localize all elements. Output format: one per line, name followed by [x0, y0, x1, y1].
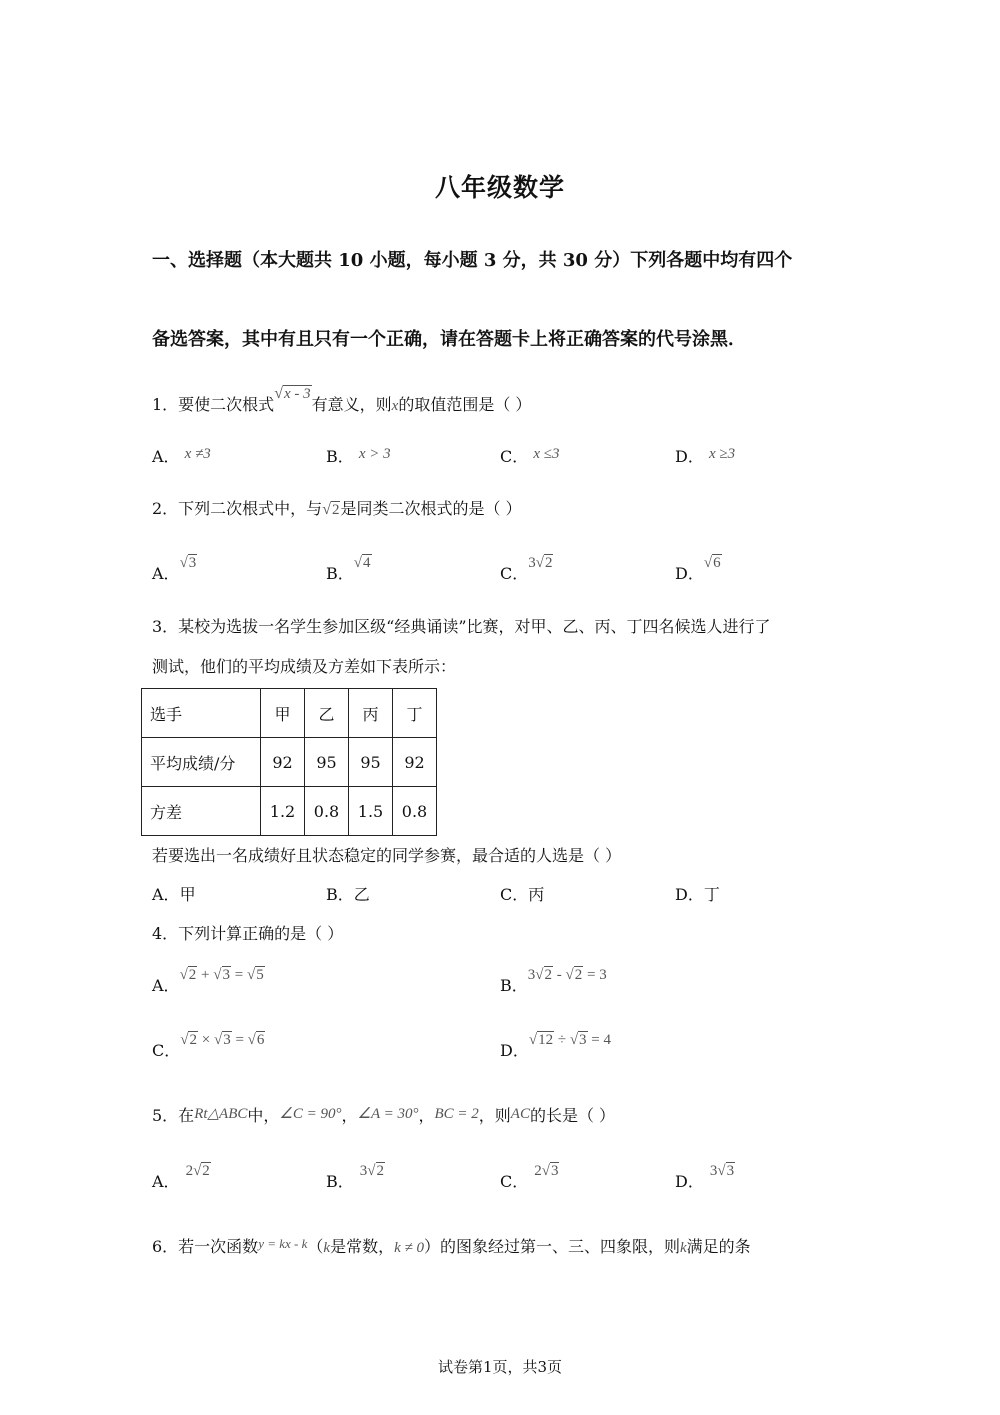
question-5: 5．在Rt△ABC中，∠C = 90°，∠A = 30°，BC = 2，则AC的长是（ ） — [152, 1106, 616, 1125]
section-heading-line2: 备选答案，其中有且只有一个正确，请在答题卡上将正确答案的代号涂黑． — [152, 329, 746, 350]
table-row — [142, 787, 437, 836]
sqrt-icon: √ — [541, 1163, 550, 1179]
table-cell: 95 — [305, 738, 349, 787]
question-3-line2: 测试，他们的平均成绩及方差如下表所示： — [152, 657, 457, 676]
q4-option-a[interactable]: A．√2 + √3 = √5 — [152, 967, 264, 995]
q5-option-d[interactable]: D．3√3 — [675, 1163, 735, 1191]
q5-option-a[interactable]: A．2√2 — [152, 1163, 210, 1191]
scores-table — [141, 688, 437, 836]
table-cell: 选手 — [142, 689, 261, 738]
table-cell: 0.8 — [393, 787, 437, 836]
table-cell: 0.8 — [305, 787, 349, 836]
sqrt-icon: √ — [367, 1163, 376, 1179]
table-cell: 95 — [349, 738, 393, 787]
q5-option-c[interactable]: C．2√3 — [500, 1163, 559, 1191]
question-3-line1: 3．某校为选拔一名学生参加区级“经典诵读”比赛，对甲、乙、丙、丁四名候选人进行了 — [152, 617, 771, 636]
table-cell: 1.2 — [261, 787, 305, 836]
q2-option-b[interactable]: B．√4 — [326, 555, 371, 583]
table-cell: 平均成绩/分 — [142, 738, 261, 787]
q4-option-c[interactable]: C．√2 × √3 = √6 — [152, 1032, 265, 1060]
q1-option-d-math: x ≥3 — [708, 446, 736, 462]
table-cell: 甲 — [261, 689, 305, 738]
sqrt-icon: √ — [193, 1163, 202, 1179]
sqrt-icon: √ — [274, 385, 283, 402]
sqrt-icon: √ — [213, 1032, 223, 1048]
q2-option-d[interactable]: D．√6 — [675, 555, 721, 583]
sqrt-icon: √ — [213, 967, 222, 983]
table-cell: 丁 — [393, 689, 437, 738]
table-row — [142, 738, 437, 787]
question-6: 6．若一次函数$^{y = kx - k}$（k是常数，k ≠ 0）的图象经过第一、三、四象限，则k满足的条 — [152, 1236, 751, 1256]
q1-option-c-math: x ≤3 — [533, 446, 560, 462]
table-cell: 92 — [393, 738, 437, 787]
q3-option-b[interactable]: B．乙 — [326, 885, 370, 904]
table-cell: 92 — [261, 738, 305, 787]
q2-option-c[interactable]: C．3√2 — [500, 555, 553, 583]
q1-option-c[interactable]: C． x ≤3 — [500, 446, 560, 466]
sqrt-icon: √ — [322, 501, 331, 518]
section-heading-line1: 一、选择题（本大题共 10 小题，每小题 3 分，共 30 分）下列各题中均有四个 — [152, 250, 793, 271]
table-cell: 方差 — [142, 787, 261, 836]
q1-prefix: 1．要使二次根式 — [152, 395, 275, 414]
sqrt-icon: √ — [246, 967, 256, 983]
sqrt-icon: √ — [565, 967, 574, 983]
q1-option-d[interactable]: D． x ≥3 — [675, 446, 736, 466]
sqrt-icon: √ — [717, 1163, 726, 1179]
question-2: 2．下列二次根式中，与√2是同类二次根式的是（ ） — [152, 499, 522, 518]
table-row — [142, 689, 437, 738]
q4-option-b[interactable]: B．3√2 - √2 = 3 — [500, 967, 607, 995]
question-4: 4．下列计算正确的是（ ） — [152, 924, 344, 943]
q1-post: 的取值范围是（ ） — [398, 395, 532, 414]
q3-option-c[interactable]: C．丙 — [500, 885, 545, 904]
sqrt-icon: √ — [535, 555, 544, 571]
q5-option-b[interactable]: B．3√2 — [326, 1163, 384, 1191]
sqrt-icon: √ — [535, 967, 544, 983]
table-cell: 1.5 — [349, 787, 393, 836]
page-footer: 试卷第1页，共3页 — [437, 1358, 563, 1376]
q1-option-b[interactable]: B． x > 3 — [326, 446, 391, 466]
sqrt-icon: √ — [569, 1032, 579, 1048]
q1-option-a[interactable]: A． x ≠3 — [152, 446, 211, 466]
q3-option-a[interactable]: A．甲 — [152, 885, 196, 904]
sqrt-icon: √ — [179, 555, 188, 571]
page-title: 八年级数学 — [434, 173, 565, 202]
table-cell: 丙 — [349, 689, 393, 738]
sqrt-icon: √ — [703, 555, 713, 571]
q3-option-d[interactable]: D．丁 — [675, 885, 720, 904]
sqrt-icon: √ — [247, 1032, 256, 1048]
question-3-prompt: 若要选出一名成绩好且状态稳定的同学参赛，最合适的人选是（ ） — [152, 846, 622, 865]
sqrt-icon: √ — [528, 1032, 538, 1048]
q4-option-d[interactable]: D．√12 ÷ √3 = 4 — [500, 1032, 612, 1060]
q1-var: x — [391, 398, 399, 414]
q1-option-b-math: x > 3 — [358, 446, 391, 462]
q1-radicand: x - 3 — [283, 386, 311, 402]
q1-mid: 有意义，则 — [311, 395, 392, 414]
q2-option-a[interactable]: A．√3 — [152, 555, 197, 583]
sqrt-icon: √ — [180, 1032, 189, 1048]
sqrt-icon: √ — [179, 967, 188, 983]
table-cell: 乙 — [305, 689, 349, 738]
q1-option-a-math: x ≠3 — [184, 446, 211, 462]
sqrt-icon: √ — [353, 555, 362, 571]
question-1 — [152, 385, 532, 415]
